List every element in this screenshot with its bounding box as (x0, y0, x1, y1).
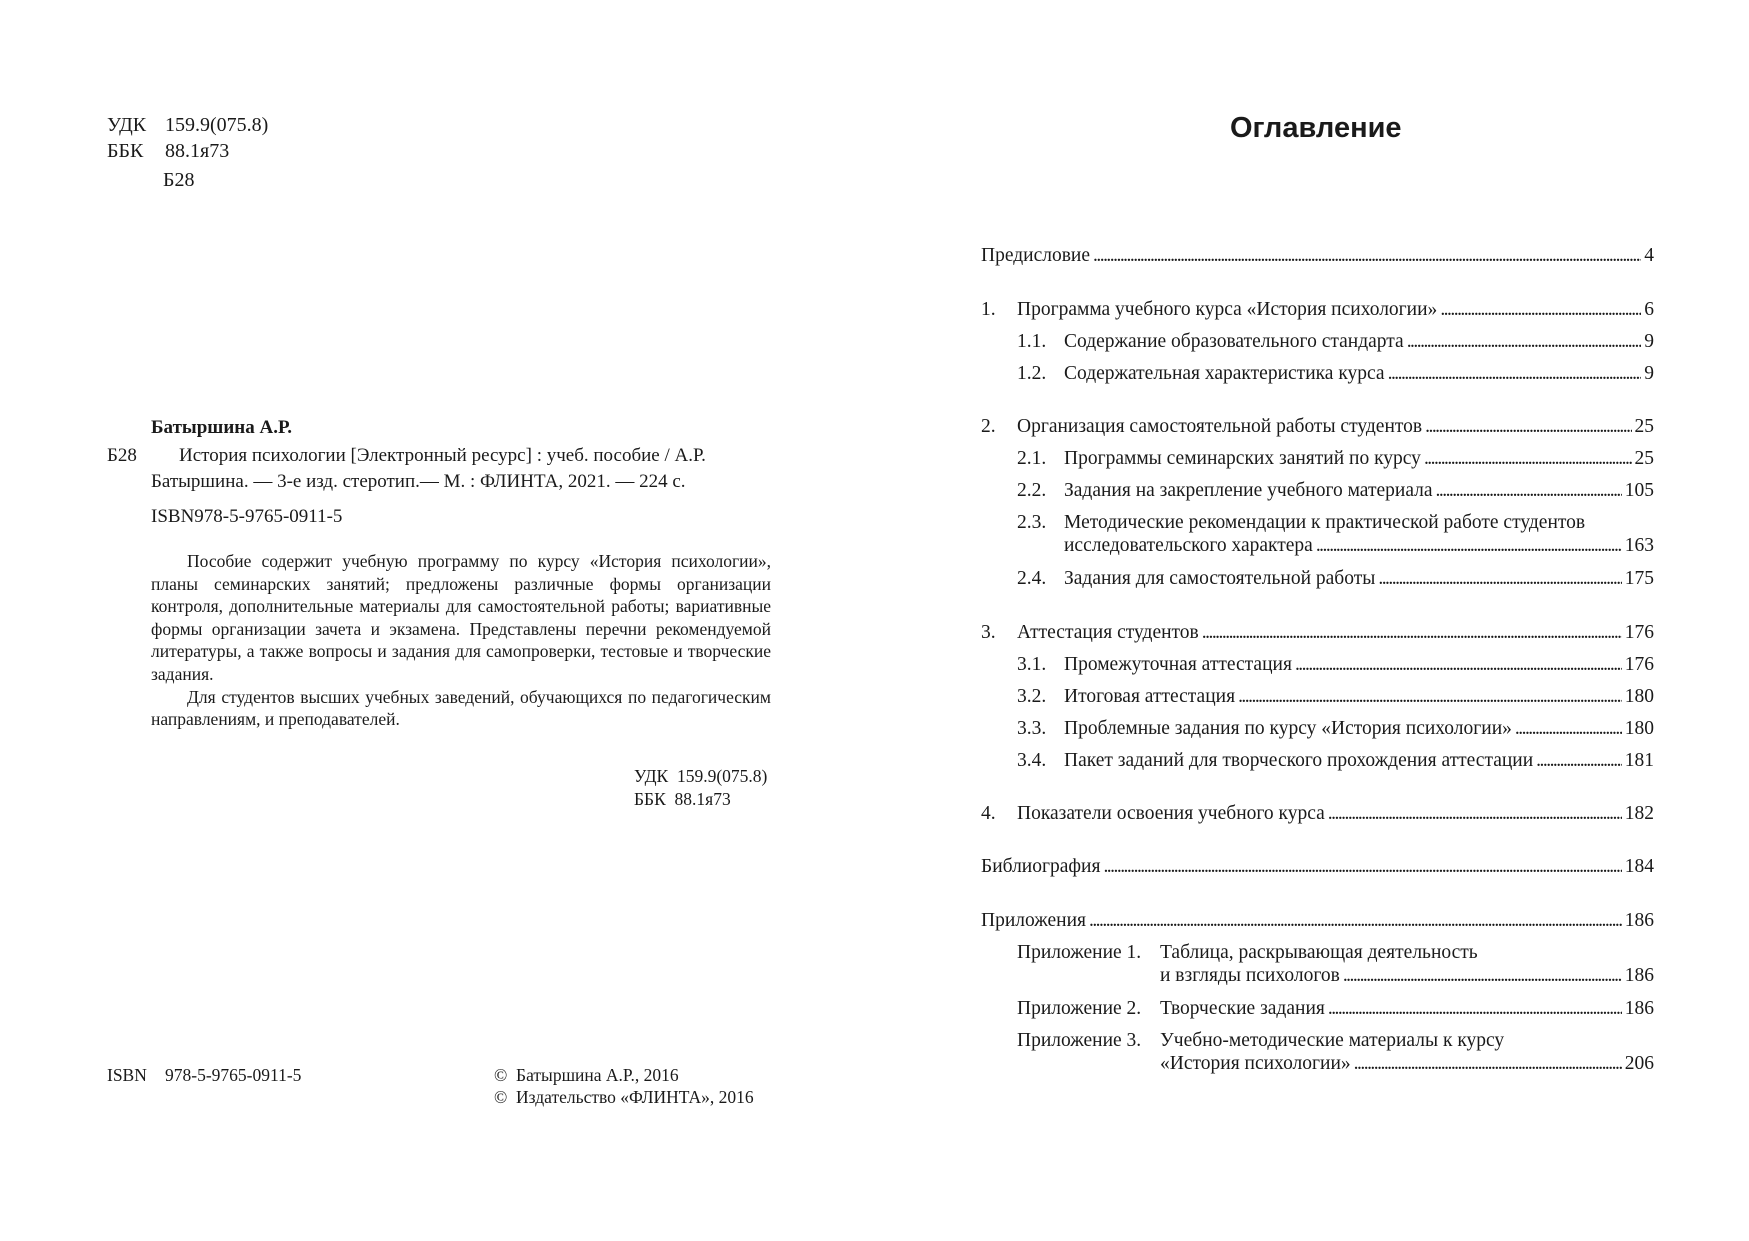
toc-title: Оглавление (1230, 112, 1402, 144)
toc-entry-page: 186 (1624, 965, 1654, 986)
toc-entry-page: 4 (1644, 245, 1654, 266)
toc-entry (1017, 684, 1654, 710)
bbk-label: ББК (107, 140, 144, 162)
isbn-short: ISBN978-5-9765-0911-5 (151, 506, 343, 527)
toc-entry-number: Приложение 3. (1017, 1030, 1142, 1051)
toc-entry-page: 105 (1624, 480, 1654, 501)
toc-entry (981, 854, 1654, 880)
toc-entry-page: 6 (1644, 299, 1654, 320)
toc-entry (1017, 716, 1654, 742)
toc-entry-text-continued: исследовательского характера (1064, 535, 1313, 556)
toc-leader (1295, 652, 1622, 678)
toc-entry-number: 3.4. (1017, 750, 1047, 771)
toc-entry-number: 2.1. (1017, 448, 1047, 469)
top-udk (107, 112, 268, 139)
toc-leader (1238, 684, 1622, 710)
isbn-full (107, 1064, 301, 1087)
author-sign: Б28 (163, 169, 195, 191)
toc-entry (1160, 963, 1654, 989)
toc-entry (981, 414, 1654, 440)
top-bbk (107, 138, 229, 165)
toc-entry-page: 9 (1644, 363, 1654, 384)
toc-entry-number: Приложение 2. (1017, 998, 1142, 1019)
bbk-value: 88.1я73 (165, 140, 230, 162)
isbn-label: ISBN (107, 1065, 147, 1085)
toc-entry-text: Приложения (981, 910, 1086, 931)
isbn-value: 978-5-9765-0911-5 (165, 1065, 302, 1085)
toc-entry-number: 4. (981, 803, 996, 824)
toc-leader (1316, 533, 1622, 559)
author-name: Батыршина А.Р. (151, 417, 292, 438)
bottom-udk: УДК 159.9(075.8) (634, 766, 768, 786)
annotation-paragraph-2: Для студентов высших учебных заведений, обучающихся по педагогическим направлениям, и преподавателей. (151, 686, 771, 730)
annotation (151, 550, 771, 731)
toc-entry (1017, 329, 1654, 355)
toc-entry-number: 2.3. (1017, 512, 1047, 533)
toc-entry (981, 908, 1654, 934)
toc-leader (1407, 329, 1642, 355)
toc-entry-text-continued: и взгляды психологов (1160, 965, 1340, 986)
toc-entry-number: 2. (981, 416, 996, 437)
toc-entry-page: 25 (1634, 448, 1654, 469)
toc-entry-page: 206 (1624, 1053, 1654, 1074)
toc-leader (1436, 478, 1622, 504)
toc-leader (1440, 297, 1641, 323)
toc-entry-page: 163 (1624, 535, 1654, 556)
toc-entry-text: Библиография (981, 856, 1101, 877)
toc-entry-text: Аттестация студентов (1017, 622, 1199, 643)
toc-entry (981, 620, 1654, 646)
toc-entry-text: Итоговая аттестация (1064, 686, 1236, 707)
toc-entry-page: 181 (1624, 750, 1654, 771)
toc-leader (1343, 963, 1622, 989)
toc-entry-text: Организация самостоятельной работы студентов (1017, 416, 1423, 437)
toc-entry (981, 297, 1654, 323)
toc-entry-number: 3.2. (1017, 686, 1047, 707)
copyright-author: © Батыршина А.Р., 2016 (494, 1065, 679, 1085)
toc-leader (1388, 361, 1642, 387)
toc-leader (1093, 243, 1641, 269)
toc-leader (1536, 748, 1622, 774)
toc-entry-text: Показатели освоения учебного курса (1017, 803, 1325, 824)
toc-entry-text: Методические рекомендации к практической работе студентов (1064, 512, 1586, 533)
toc-entry (1160, 1051, 1654, 1077)
toc-entry-number: 1. (981, 299, 996, 320)
toc-entry-page: 186 (1624, 998, 1654, 1019)
toc-leader (1202, 620, 1622, 646)
toc-entry-text: Творческие задания (1160, 998, 1325, 1019)
toc-entry-page: 182 (1624, 803, 1654, 824)
toc-leader (1089, 908, 1622, 934)
toc-entry-text: Содержательная характеристика курса (1064, 363, 1385, 384)
toc-entry (1017, 478, 1654, 504)
toc-leader (1378, 566, 1621, 592)
toc-entry-number: Приложение 1. (1017, 942, 1142, 963)
toc-entry-number: 1.1. (1017, 331, 1047, 352)
toc-entry-page: 186 (1624, 910, 1654, 931)
toc-entry-text: Предисловие (981, 245, 1091, 266)
toc-entry-text: Задания для самостоятельной работы (1064, 568, 1376, 589)
bib-prefix: Б28 (107, 445, 137, 466)
toc-entry-text: Таблица, раскрывающая деятельность (1160, 942, 1478, 963)
toc-entry-page: 25 (1634, 416, 1654, 437)
toc-entry-text: Пакет заданий для творческого прохождения аттестации (1064, 750, 1534, 771)
toc-leader (1515, 716, 1622, 742)
toc-leader (1328, 801, 1622, 827)
toc-entry-number: 2.2. (1017, 480, 1047, 501)
toc-leader (1103, 854, 1621, 880)
toc-entry (981, 801, 1654, 827)
toc-entry-number: 3.3. (1017, 718, 1047, 739)
bottom-bbk: ББК 88.1я73 (634, 789, 731, 809)
toc-entry-text: Программа учебного курса «История психологии» (1017, 299, 1438, 320)
toc-entry (1017, 748, 1654, 774)
toc-entry-text: Программы семинарских занятий по курсу (1064, 448, 1421, 469)
toc-entry (981, 243, 1654, 269)
toc-entry-page: 9 (1644, 331, 1654, 352)
toc-entry-page: 176 (1624, 654, 1654, 675)
toc-entry (1017, 361, 1654, 387)
toc-leader (1354, 1051, 1622, 1077)
bib-line-2: Батыршина. — 3-е изд. стеротип.— М. : ФЛИНТА, 2021. — 224 с. (151, 471, 686, 492)
toc-leader (1424, 446, 1632, 472)
toc-entry (1017, 566, 1654, 592)
toc-entry (1017, 996, 1654, 1022)
toc-entry (1017, 652, 1654, 678)
toc-leader (1328, 996, 1622, 1022)
toc-entry (1017, 446, 1654, 472)
toc-entry (1064, 533, 1654, 559)
toc-entry-number: 3. (981, 622, 996, 643)
toc-entry-page: 176 (1624, 622, 1654, 643)
toc-entry-text: Проблемные задания по курсу «История психологии» (1064, 718, 1512, 739)
toc-entry-number: 1.2. (1017, 363, 1047, 384)
toc-entry-text: Содержание образовательного стандарта (1064, 331, 1404, 352)
annotation-paragraph-1: Пособие содержит учебную программу по курсу «История психологии», планы семинарских занятий; предложены различные формы организации контроля, дополнительные материалы для самостоятельной работы; вариативные формы организации зачета и экзамена. Представлены перечни рекомендуемой литературы, а также вопросы и задания для самопроверки, тестовые и творческие задания. (151, 551, 771, 684)
bib-line-1: История психологии [Электронный ресурс] : учеб. пособие / А.Р. (179, 445, 706, 466)
copyright-publisher: © Издательство «ФЛИНТА», 2016 (494, 1087, 754, 1107)
toc-entry-number: 3.1. (1017, 654, 1047, 675)
toc-entry-page: 184 (1624, 856, 1654, 877)
toc-entry-text: Учебно-методические материалы к курсу (1160, 1030, 1505, 1051)
toc-leader (1425, 414, 1631, 440)
toc-entry-text-continued: «История психологии» (1160, 1053, 1351, 1074)
toc-entry-text: Задания на закрепление учебного материала (1064, 480, 1433, 501)
toc-entry-text: Промежуточная аттестация (1064, 654, 1292, 675)
toc-entry-page: 180 (1624, 686, 1654, 707)
toc-entry-page: 175 (1624, 568, 1654, 589)
toc-entry-number: 2.4. (1017, 568, 1047, 589)
udk-value: 159.9(075.8) (165, 114, 269, 136)
toc-entry-page: 180 (1624, 718, 1654, 739)
udk-label: УДК (107, 114, 147, 136)
